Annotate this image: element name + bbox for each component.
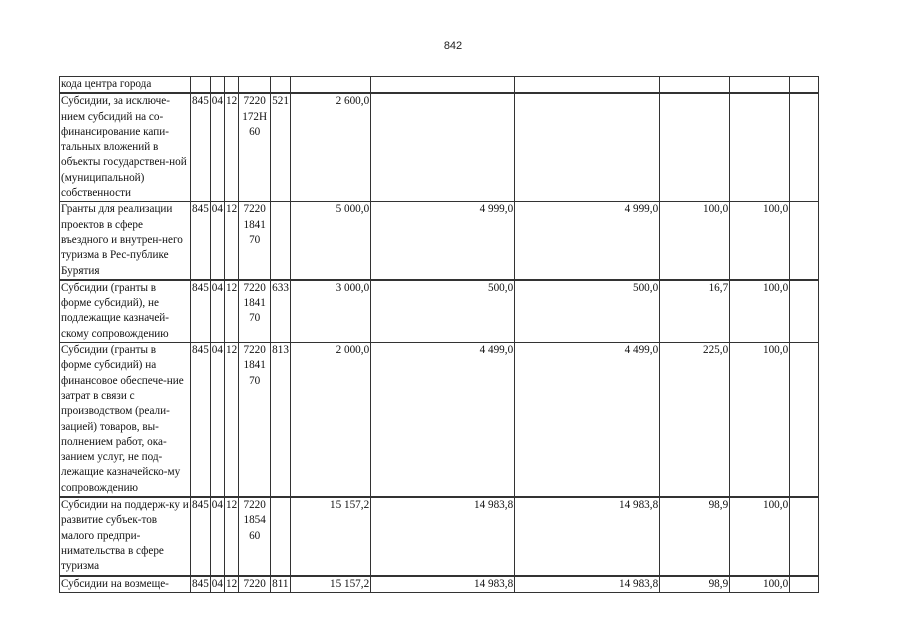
cell-adjusted: 4 499,0	[371, 343, 515, 497]
cell-vr: 813	[271, 343, 291, 497]
cell-empty	[790, 576, 819, 593]
cell-vr	[271, 497, 291, 575]
table-row	[60, 77, 819, 94]
cell-executed: 500,0	[515, 280, 660, 343]
cell-plan: 3 000,0	[291, 280, 371, 343]
table-row	[60, 576, 819, 593]
cell-adjusted: 14 983,8	[371, 497, 515, 575]
row-name: Субсидии (гранты в форме субсидий) на финансовое обеспече-ние затрат в связи с производством (реали-зацией) товаров, вы-полнением работ, ока-занием услуг, не под-лежащие казначейско-му сопровождению	[60, 343, 191, 497]
row-name: кода центра города	[60, 77, 191, 94]
cell-empty	[790, 77, 819, 94]
cell-percent-adjusted	[730, 93, 790, 202]
cell-percent-plan	[660, 77, 730, 94]
cell-plan: 5 000,0	[291, 202, 371, 280]
cell-executed: 4 499,0	[515, 343, 660, 497]
cell-rz: 04	[210, 280, 224, 343]
cell-empty	[790, 343, 819, 497]
table-row	[60, 497, 819, 575]
table-row	[60, 202, 819, 280]
cell-percent-adjusted: 100,0	[730, 280, 790, 343]
cell-csr: 7220 172Н 60	[239, 93, 271, 202]
cell-empty	[790, 497, 819, 575]
cell-gr: 845	[191, 497, 211, 575]
cell-executed	[515, 93, 660, 202]
cell-rz: 04	[210, 202, 224, 280]
cell-gr: 845	[191, 576, 211, 593]
cell-adjusted	[371, 93, 515, 202]
cell-percent-plan: 100,0	[660, 202, 730, 280]
cell-percent-adjusted: 100,0	[730, 202, 790, 280]
row-name: Субсидии на возмеще-	[60, 576, 191, 593]
cell-adjusted: 500,0	[371, 280, 515, 343]
cell-adjusted	[371, 77, 515, 94]
cell-plan: 15 157,2	[291, 576, 371, 593]
row-name: Гранты для реализации проектов в сфере въездного и внутрен-него туризма в Рес-публике Бурятия	[60, 202, 191, 280]
cell-rz: 04	[210, 343, 224, 497]
cell-adjusted: 14 983,8	[371, 576, 515, 593]
cell-csr: 7220 1841 70	[239, 280, 271, 343]
cell-pr: 12	[224, 497, 238, 575]
cell-plan: 2 600,0	[291, 93, 371, 202]
cell-percent-adjusted: 100,0	[730, 576, 790, 593]
cell-rz: 04	[210, 576, 224, 593]
cell-vr: 811	[271, 576, 291, 593]
cell-percent-plan: 98,9	[660, 576, 730, 593]
row-name: Субсидии, за исключе-нием субсидий на со-финансирование капи-тальных вложений в объекты государствен-ной (муниципальной) собственности	[60, 93, 191, 202]
cell-pr: 12	[224, 576, 238, 593]
cell-percent-plan: 98,9	[660, 497, 730, 575]
cell-rz: 04	[210, 497, 224, 575]
cell-plan: 2 000,0	[291, 343, 371, 497]
cell-csr: 7220 1841 70	[239, 343, 271, 497]
cell-empty	[790, 93, 819, 202]
cell-percent-plan: 225,0	[660, 343, 730, 497]
cell-empty	[790, 202, 819, 280]
table-row	[60, 280, 819, 343]
cell-csr: 7220 1854 60	[239, 497, 271, 575]
table-row	[60, 343, 819, 497]
cell-adjusted: 4 999,0	[371, 202, 515, 280]
cell-percent-plan	[660, 93, 730, 202]
cell-rz	[210, 77, 224, 94]
cell-gr: 845	[191, 202, 211, 280]
cell-vr: 521	[271, 93, 291, 202]
row-name: Субсидии на поддерж-ку и развитие субъек-тов малого предпри-нимательства в сфере туризма	[60, 497, 191, 575]
cell-rz: 04	[210, 93, 224, 202]
cell-percent-adjusted: 100,0	[730, 497, 790, 575]
cell-executed: 14 983,8	[515, 576, 660, 593]
cell-executed	[515, 77, 660, 94]
cell-executed: 4 999,0	[515, 202, 660, 280]
cell-csr: 7220 1841 70	[239, 202, 271, 280]
cell-gr: 845	[191, 280, 211, 343]
cell-pr: 12	[224, 280, 238, 343]
cell-gr	[191, 77, 211, 94]
cell-csr: 7220	[239, 576, 271, 593]
cell-pr: 12	[224, 202, 238, 280]
cell-pr: 12	[224, 93, 238, 202]
cell-csr	[239, 77, 271, 94]
cell-percent-adjusted	[730, 77, 790, 94]
cell-percent-plan: 16,7	[660, 280, 730, 343]
cell-pr	[224, 77, 238, 94]
table-row	[60, 93, 819, 202]
cell-vr	[271, 77, 291, 94]
cell-empty	[790, 280, 819, 343]
page-number: 842	[443, 40, 463, 52]
cell-gr: 845	[191, 343, 211, 497]
cell-percent-adjusted: 100,0	[730, 343, 790, 497]
cell-vr: 633	[271, 280, 291, 343]
cell-plan: 15 157,2	[291, 497, 371, 575]
cell-vr	[271, 202, 291, 280]
cell-gr: 845	[191, 93, 211, 202]
cell-pr: 12	[224, 343, 238, 497]
budget-table	[59, 76, 819, 593]
cell-plan	[291, 77, 371, 94]
cell-executed: 14 983,8	[515, 497, 660, 575]
row-name: Субсидии (гранты в форме субсидий), не подлежащие казначей-скому сопровождению	[60, 280, 191, 343]
